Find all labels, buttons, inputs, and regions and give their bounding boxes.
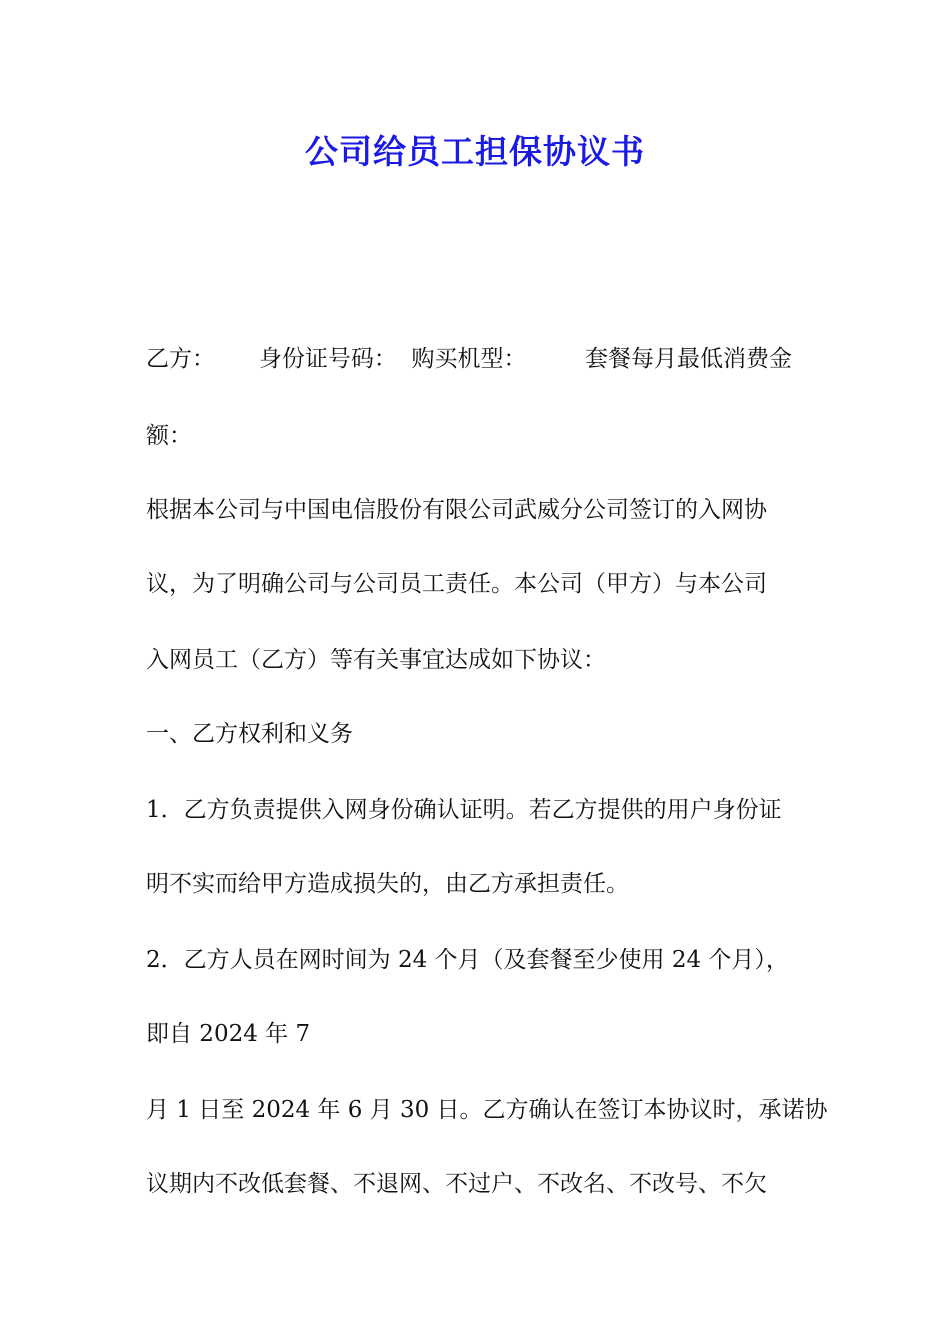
document-title: 公司给员工担保协议书 <box>305 132 645 171</box>
text-line: 根据本公司与中国电信股份有限公司武威分公司签订的入网协 <box>146 497 767 523</box>
text-line: 1．乙方负责提供入网身份确认证明。若乙方提供的用户身份证 <box>146 797 782 823</box>
text-line: 即自 2024 年 7 <box>146 1021 311 1047</box>
text-line: 议，为了明确公司与公司员工责任。本公司（甲方）与本公司 <box>146 571 767 597</box>
text-line: 乙方： 身份证号码： 购买机型： 套餐每月最低消费金 <box>146 346 792 372</box>
text-line: 明不实而给甲方造成损失的，由乙方承担责任。 <box>146 871 629 897</box>
section-heading: 一、乙方权利和义务 <box>146 721 353 747</box>
text-line: 额： <box>146 423 192 449</box>
text-line: 2．乙方人员在网时间为 24 个月（及套餐至少使用 24 个月）， <box>146 947 789 973</box>
text-line: 议期内不改低套餐、不退网、不过户、不改名、不改号、不欠 <box>146 1171 767 1197</box>
text-line: 月 1 日至 2024 年 6 月 30 日。乙方确认在签订本协议时，承诺协 <box>146 1097 828 1123</box>
text-line: 入网员工（乙方）等有关事宜达成如下协议： <box>146 647 606 673</box>
